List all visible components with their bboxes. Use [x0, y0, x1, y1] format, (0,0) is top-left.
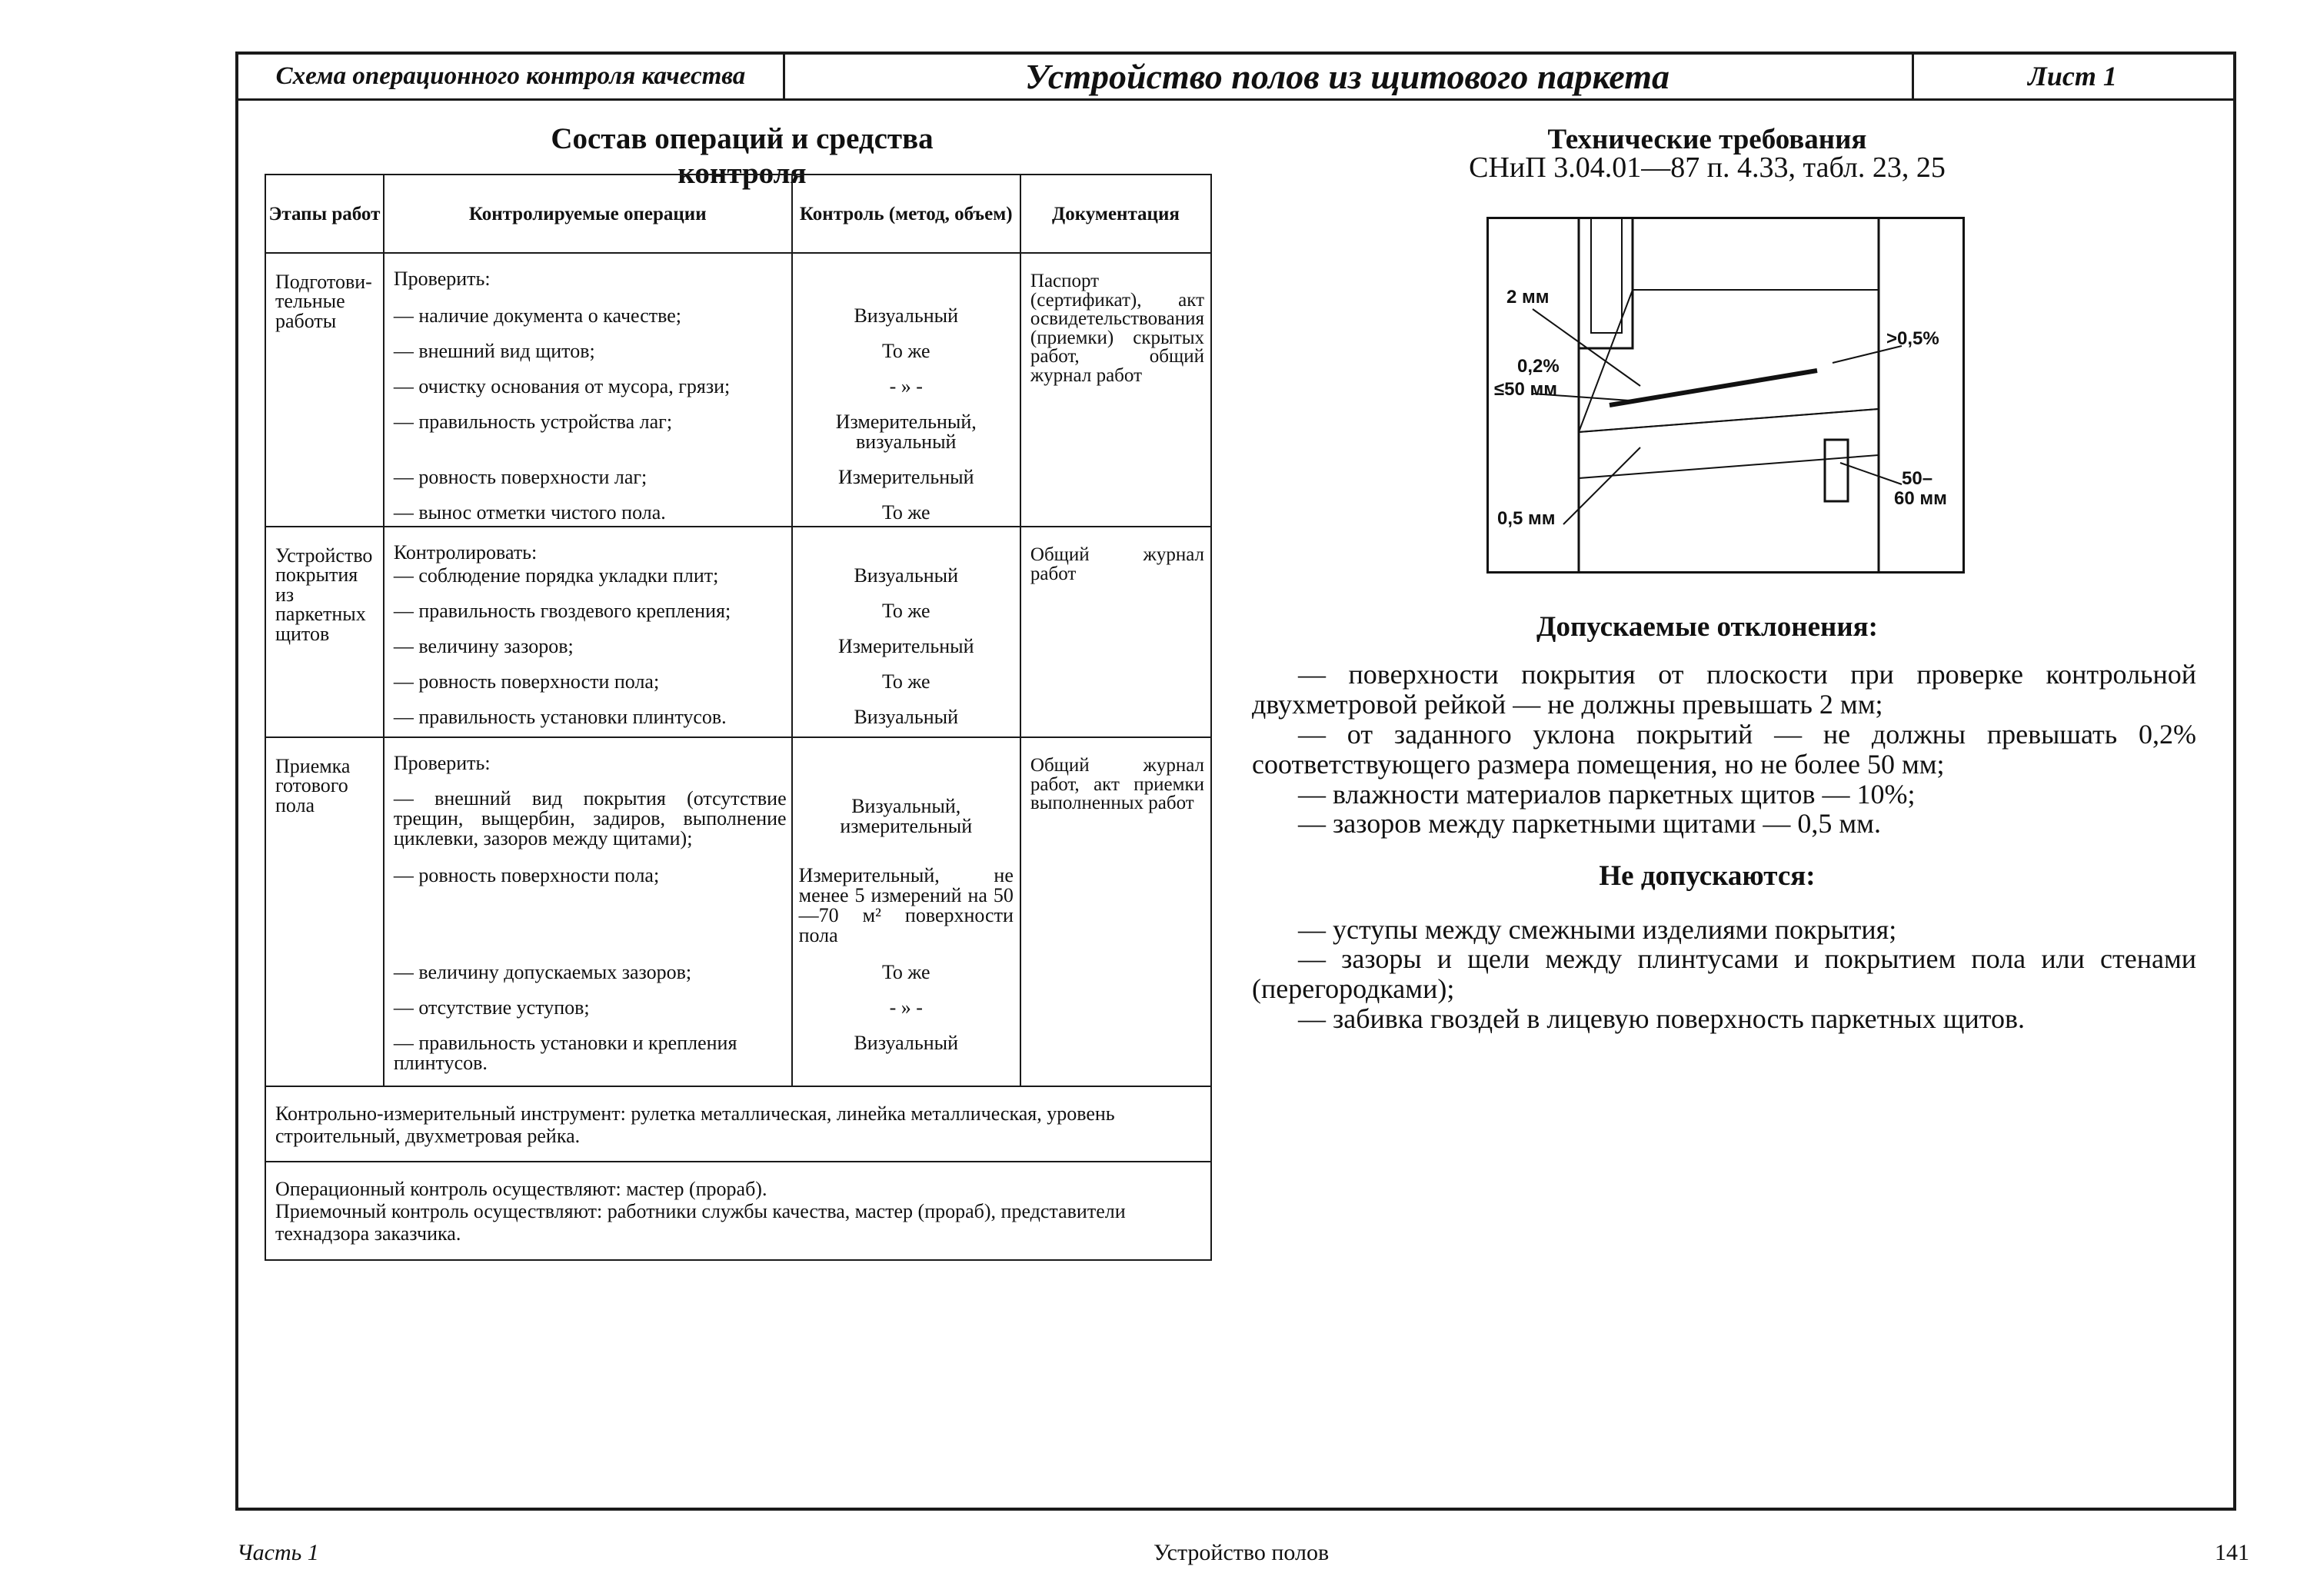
documentation-cell: Паспорт (сертификат), акт освидетельствования (приемки) скрытых работ, общий журнал работ: [1020, 253, 1211, 527]
col-header-control: Контроль (метод, объем): [792, 175, 1020, 253]
operations-cell: [384, 253, 792, 527]
label-50-60b: 60 мм: [1894, 488, 1947, 509]
door-frame: [1579, 218, 1633, 348]
control-method: Измерительный: [837, 635, 974, 657]
footer-section: Устройство полов: [1154, 1540, 1330, 1565]
table-row: [265, 527, 1211, 737]
deviation-text: — влажности материалов паркетных щитов — 10%;: [1298, 779, 1916, 810]
label-slope: 0,2%: [1517, 356, 1560, 377]
scheme-title: Схема операционного контроля качества: [238, 55, 785, 98]
door-panel: [1591, 218, 1622, 333]
control-spacer: [793, 543, 1020, 566]
operational-control: Операционный контроль осуществляют: мастер (прораб).: [275, 1178, 767, 1201]
straightedge: [1610, 371, 1817, 405]
not-allowed-text: — уступы между смежными изделиями покрытия;: [1298, 914, 1897, 945]
control-row: [265, 1162, 1211, 1259]
table-row: [265, 737, 1211, 1086]
col-header-operations: Контролируемые операции: [384, 175, 792, 253]
control-method: - » -: [889, 375, 923, 397]
operations-table: [265, 174, 1212, 1261]
label-2mm: 2 мм: [1506, 287, 1550, 308]
operation-item: — ровность поверхности лаг;: [393, 466, 647, 488]
operation-item: — правильность устройства лаг;: [393, 411, 673, 433]
operations-title: Состав операций и средства контроля: [551, 122, 934, 190]
control-method: Измерительный, визуальный: [835, 411, 977, 453]
operation-item: — ровность поверхности пола;: [393, 864, 660, 886]
operation-item: — внешний вид щитов;: [393, 340, 595, 362]
stage-intro: Проверить:: [393, 752, 491, 774]
control-spacer: [793, 753, 1020, 789]
not-allowed-text: — забивка гвоздей в лицевую поверхность паркетных щитов.: [1298, 1003, 2026, 1034]
floor-surface: [1579, 290, 1879, 432]
deviation-item: [1252, 660, 2196, 720]
stage-name: Устройство покрытия из паркетных щитов: [265, 527, 384, 737]
documentation-cell: Общий журнал работ, акт приемки выполненных работ: [1020, 737, 1211, 1086]
deviation-item: [1252, 809, 2196, 839]
deviation-text: — поверхности покрытия от плоскости при проверке контрольной двухметровой рейкой — не должны превышать 2 мм;: [1252, 659, 2196, 720]
control-cell: [792, 253, 1020, 527]
label-05mm: 0,5 мм: [1497, 508, 1556, 529]
documentation-cell: Общий журнал работ: [1020, 527, 1211, 737]
tech-requirements-title: Технические требования: [1547, 124, 1867, 155]
control-spacer: [793, 269, 1020, 306]
deviation-item: [1252, 720, 2196, 780]
operation-item: — правильность установки плинтусов.: [393, 706, 727, 728]
control-method: Визуальный: [854, 564, 959, 587]
control-method: То же: [881, 600, 930, 622]
control-method: - » -: [889, 996, 923, 1019]
deviation-text: — от заданного уклона покрытий — не должны превышать 0,2% соответствующего размера помещения, но не более 50 мм;: [1252, 719, 2196, 780]
label-05-percent: >0,5%: [1886, 328, 1939, 349]
not-allowed-title: Не допускаются:: [1599, 860, 1816, 892]
lag-post: [1825, 440, 1848, 501]
control-method: То же: [881, 961, 930, 983]
stage-intro: Контролировать:: [393, 541, 538, 564]
tech-requirements-ref: СНиП 3.04.01—87 п. 4.33, табл. 23, 25: [1469, 151, 1946, 184]
instruments-note: Контрольно-измерительный инструмент: рулетка металлическая, линейка металлическая, уровень строительный, двухметровая рейка.: [265, 1086, 1211, 1162]
operation-item: — внешний вид покрытия (отсутствие трещин, выщербин, задиров, выполнение циклевки, зазоров между щитами);: [393, 787, 787, 850]
control-method: Измерительный: [837, 466, 974, 488]
col-header-stages: Этапы работ: [265, 175, 384, 253]
operation-item: — правильность установки и крепления плинтусов.: [393, 1032, 737, 1074]
deviation-text: — зазоров между паркетными щитами — 0,5 мм.: [1298, 808, 1881, 839]
col-header-documentation: Документация: [1020, 175, 1211, 253]
deviation-item: [1252, 780, 2196, 810]
not-allowed-item: [1252, 1004, 2196, 1034]
control-method: То же: [881, 340, 930, 362]
stage-name: Подготови-тельные работы: [265, 253, 384, 527]
instruments-row: [265, 1086, 1211, 1162]
not-allowed-item: [1252, 944, 2196, 1004]
deviations-title: Допускаемые отклонения:: [1536, 611, 1878, 643]
label-50mm: ≤50 мм: [1494, 379, 1558, 400]
control-method: Измерительный, не менее 5 измерений на 50—70 м² поверхности пола: [798, 864, 1014, 946]
control-method: Визуальный, измерительный: [840, 795, 973, 837]
control-method: Визуальный: [854, 304, 959, 327]
header-bar: [238, 55, 2233, 101]
operations-cell: [384, 527, 792, 737]
label-50-60a: 50–: [1902, 468, 1933, 489]
control-cell: [792, 527, 1020, 737]
operation-item: — очистку основания от мусора, грязи;: [393, 375, 731, 397]
operation-item: — соблюдение порядка укладки плит;: [393, 564, 719, 587]
operation-item: — отсутствие уступов;: [393, 996, 590, 1019]
control-method: Визуальный: [854, 1032, 959, 1054]
control-method: То же: [881, 670, 930, 693]
document-title: Устройство полов из щитового паркета: [783, 55, 1914, 98]
not-allowed-item: [1252, 915, 2196, 945]
control-note: [265, 1162, 1211, 1259]
sheet-number: Лист 1: [2028, 61, 2117, 91]
operation-item: — наличие документа о качестве;: [393, 304, 681, 327]
operation-item: — вынос отметки чистого пола.: [393, 501, 666, 524]
operation-item: — правильность гвоздевого крепления;: [393, 600, 731, 622]
joist: [1579, 409, 1879, 478]
table-row: [265, 253, 1211, 527]
control-cell: [792, 737, 1020, 1086]
acceptance-control: Приемочный контроль осуществляют: работники службы качества, мастер (прораб), представители технадзора заказчика.: [275, 1200, 1126, 1245]
floor-diagram: [1486, 217, 1965, 574]
control-method: То же: [881, 501, 930, 524]
stage-intro: Проверить:: [393, 268, 491, 290]
control-method: Визуальный: [854, 706, 959, 728]
operation-item: — величину зазоров;: [393, 635, 574, 657]
leader-line: [1840, 463, 1902, 484]
not-allowed-text: — зазоры и щели между плинтусами и покрытием пола или стенами (перегородками);: [1252, 943, 2196, 1004]
page-number: 141: [2215, 1540, 2249, 1565]
footer-part: Часть 1: [237, 1540, 319, 1565]
operation-item: — величину допускаемых зазоров;: [393, 961, 692, 983]
operation-item: — ровность поверхности пола;: [393, 670, 660, 693]
leader-line: [1563, 447, 1640, 524]
stage-name: Приемка готового пола: [265, 737, 384, 1086]
operations-cell: [384, 737, 792, 1086]
table-header-row: [265, 175, 1211, 253]
